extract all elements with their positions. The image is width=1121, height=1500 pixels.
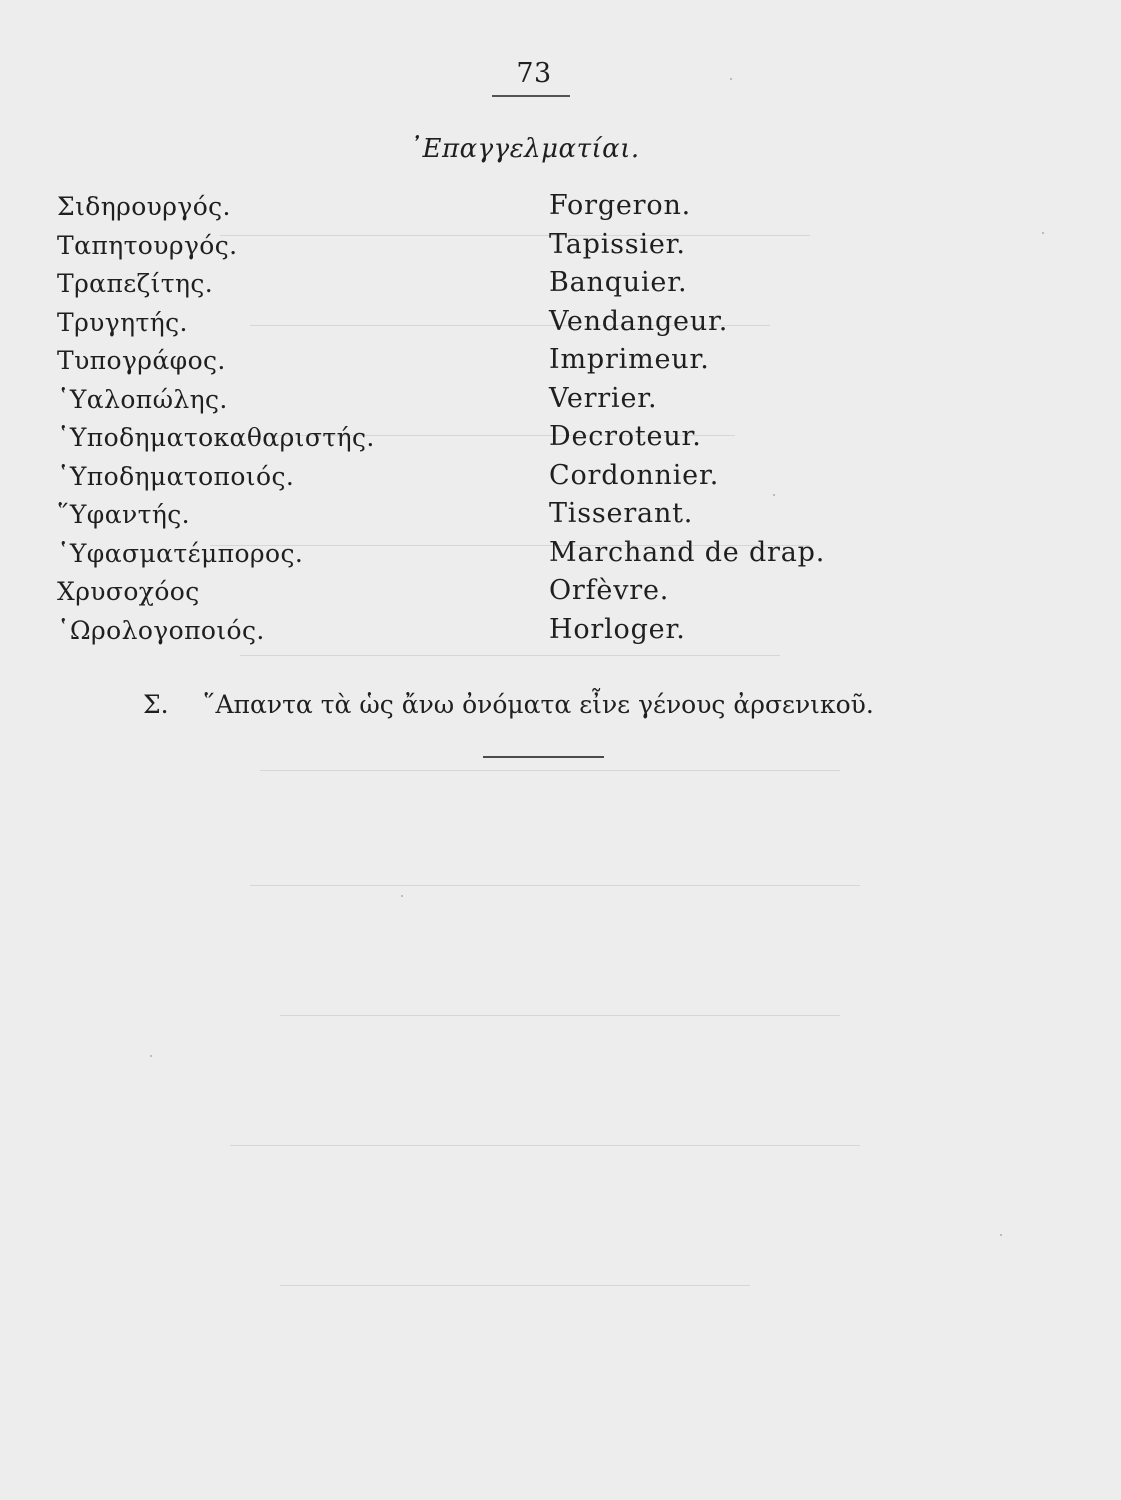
french-term: Decroteur. <box>549 421 702 452</box>
paper-speck <box>1000 1234 1002 1236</box>
greek-term: Τρυγητής. <box>57 307 188 337</box>
profession-row <box>57 421 877 464</box>
french-term: Tapissier. <box>549 228 686 260</box>
french-term: Imprimeur. <box>549 344 710 375</box>
paper-speck <box>773 494 775 496</box>
profession-row <box>57 190 877 233</box>
profession-row <box>57 382 877 426</box>
profession-list <box>57 190 877 656</box>
profession-row <box>57 228 877 272</box>
profession-row <box>57 536 877 580</box>
french-term: Tisserant. <box>549 498 694 529</box>
french-term: Verrier. <box>549 382 658 414</box>
french-term: Horloger. <box>549 613 686 645</box>
section-title: ᾿Επαγγελματίαι. <box>409 134 640 164</box>
greek-term: ῾Ωρολογοποιός. <box>57 615 265 645</box>
french-term: Banquier. <box>549 267 688 298</box>
page-number: 73 <box>516 58 552 89</box>
greek-term: Τυπογράφος. <box>57 346 226 375</box>
page-number-underline <box>492 95 570 97</box>
french-term: Marchand de drap. <box>549 536 826 568</box>
paper-speck <box>401 895 403 897</box>
greek-term: Σιδηρουργός. <box>57 192 231 221</box>
paper-speck <box>150 1055 152 1057</box>
greek-term: Τραπεζίτης. <box>57 269 214 298</box>
profession-row <box>57 575 877 618</box>
greek-term: ῞Υφαντής. <box>57 500 190 529</box>
profession-row <box>57 613 877 657</box>
greek-term: ῾Υφασματέμπορος. <box>57 538 304 568</box>
section-divider <box>483 756 604 758</box>
note-marker: Σ. <box>143 690 169 719</box>
greek-term: Χρυσοχόος <box>57 577 200 606</box>
french-term: Orfèvre. <box>549 575 670 606</box>
greek-term: Ταπητουργός. <box>57 230 238 260</box>
greek-term: ῾Υαλοπώλης. <box>57 384 228 414</box>
paper-speck <box>730 78 732 80</box>
french-term: Vendangeur. <box>549 305 729 337</box>
paper-speck <box>1042 232 1044 234</box>
french-term: Cordonnier. <box>549 459 720 491</box>
profession-row <box>57 498 877 541</box>
profession-row <box>57 305 877 349</box>
greek-term: ῾Υποδηματοκαθαριστής. <box>57 423 375 452</box>
french-term: Forgeron. <box>549 190 692 221</box>
greek-term: ῾Υποδηματοποιός. <box>57 461 295 491</box>
profession-row <box>57 344 877 387</box>
gender-note <box>143 692 874 717</box>
profession-row <box>57 459 877 503</box>
note-text: ῞Απαντα τὰ ὡς ἄνω ὀνόματα εἶνε γένους ἀρσενικοῦ. <box>203 690 874 719</box>
profession-row <box>57 267 877 310</box>
